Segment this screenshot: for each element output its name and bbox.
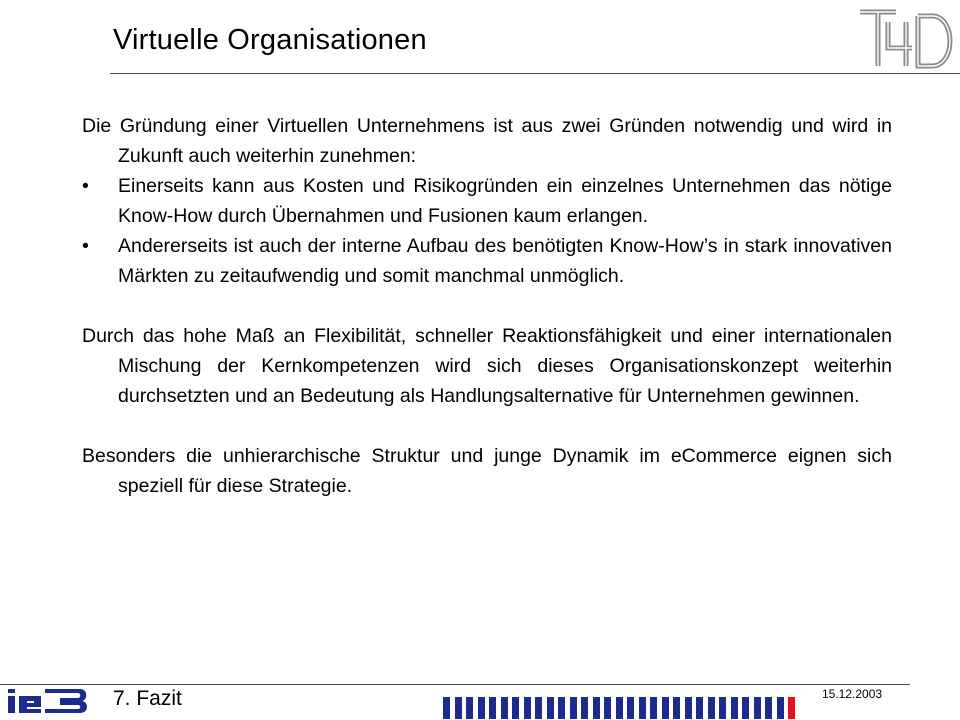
ecommerce-paragraph: Besonders die unhierarchische Struktur und junge Dynamik im eCommerce eignen sich speziell für diese Strategie. bbox=[82, 445, 892, 497]
slide-date: 15.12.2003 bbox=[822, 687, 883, 701]
tud-logo-icon bbox=[856, 4, 960, 70]
intro-paragraph: Die Gründung einer Virtuellen Unternehmens ist aus zwei Gründen notwendig und wird in Zukunft auch weiterhin zunehmen: bbox=[82, 115, 892, 167]
progress-segment bbox=[604, 697, 611, 719]
bullet-text: Einerseits kann aus Kosten und Risikogründen ein einzelnes Unternehmen das nötige Know-How durch Übernahmen und Fusionen kaum erlangen. bbox=[118, 175, 892, 227]
progress-segment bbox=[501, 697, 508, 719]
progress-segment bbox=[662, 697, 669, 719]
progress-segment bbox=[547, 697, 554, 719]
progress-segment bbox=[708, 697, 715, 719]
progress-segment bbox=[719, 697, 726, 719]
progress-segment bbox=[524, 697, 531, 719]
bullet-item bbox=[82, 171, 892, 231]
progress-segment bbox=[593, 697, 600, 719]
slide-content bbox=[82, 111, 892, 501]
flexibility-paragraph: Durch das hohe Maß an Flexibilität, schneller Reaktionsfähigkeit und einer internationalen Mischung der Kernkompetenzen wird sich dieses Organisationskonzept weiterhin durchsetzten und an Bedeutung als Handlungsalternative für Unternehmen gewinnen. bbox=[82, 325, 892, 407]
progress-segment bbox=[627, 697, 634, 719]
progress-segment bbox=[696, 697, 703, 719]
progress-segment-current bbox=[788, 697, 795, 719]
progress-segment bbox=[754, 697, 761, 719]
progress-segment bbox=[443, 697, 450, 719]
progress-segment bbox=[489, 697, 496, 719]
progress-segment bbox=[777, 697, 784, 719]
slide-progress-bar bbox=[443, 697, 795, 719]
progress-segment bbox=[639, 697, 646, 719]
ieb-logo-icon bbox=[8, 687, 90, 715]
progress-segment bbox=[650, 697, 657, 719]
progress-segment bbox=[685, 697, 692, 719]
progress-segment bbox=[478, 697, 485, 719]
progress-segment bbox=[455, 697, 462, 719]
progress-segment bbox=[581, 697, 588, 719]
progress-segment bbox=[466, 697, 473, 719]
title-divider bbox=[110, 73, 960, 74]
progress-segment bbox=[558, 697, 565, 719]
progress-segment bbox=[765, 697, 772, 719]
bullet-item bbox=[82, 231, 892, 291]
progress-segment bbox=[512, 697, 519, 719]
bullet-icon: • bbox=[82, 175, 89, 197]
bullet-text: Andererseits ist auch der interne Aufbau des benötigten Know-How’s in stark innovativen Märkten zu zeitaufwendig und somit manchmal unmöglich. bbox=[118, 235, 892, 287]
progress-segment bbox=[742, 697, 749, 719]
section-label: 7. Fazit bbox=[113, 687, 182, 710]
progress-segment bbox=[535, 697, 542, 719]
progress-segment bbox=[731, 697, 738, 719]
progress-segment bbox=[673, 697, 680, 719]
footer-divider bbox=[0, 684, 910, 685]
progress-segment bbox=[616, 697, 623, 719]
progress-segment bbox=[570, 697, 577, 719]
slide-title: Virtuelle Organisationen bbox=[113, 24, 427, 56]
bullet-icon: • bbox=[82, 235, 89, 257]
